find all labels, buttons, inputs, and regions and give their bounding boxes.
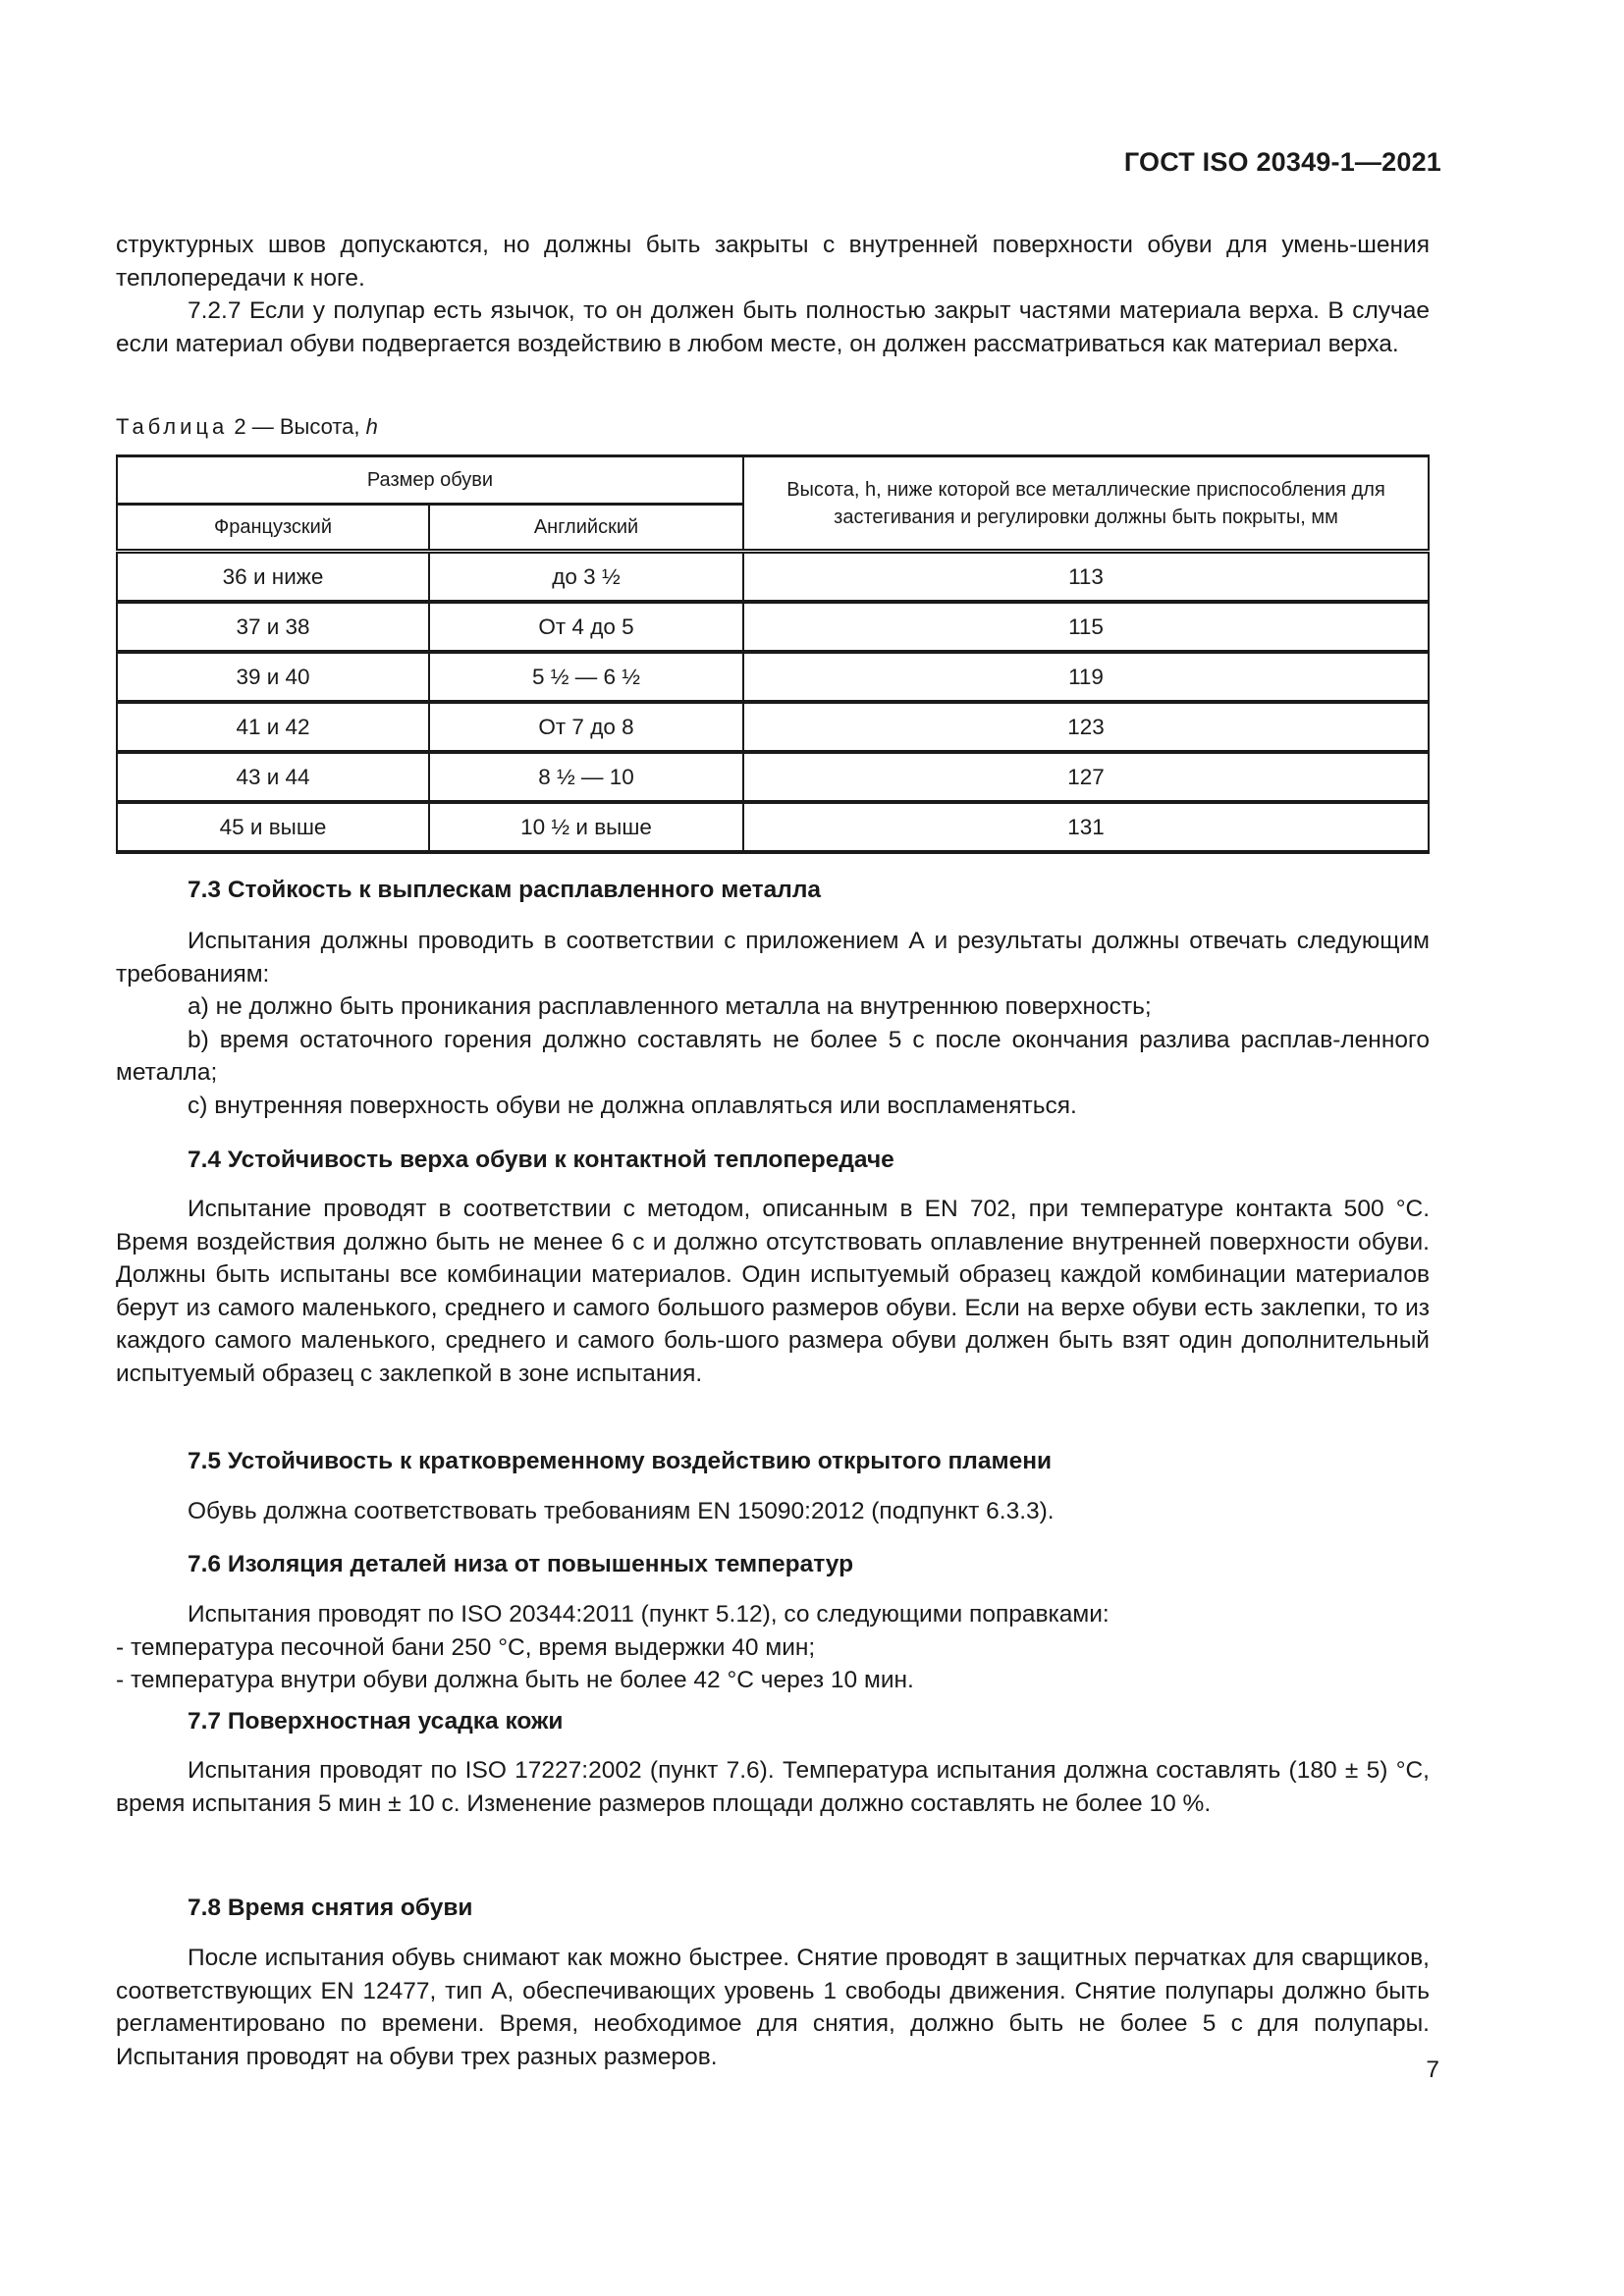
section-7-6-heading: 7.6 Изоляция деталей низа от повышенных температур [188,1551,854,1577]
header-height [743,456,1429,552]
cell-english: 8 ½ — 10 [429,752,743,802]
table-row [117,752,1429,802]
section-7-8-heading: 7.8 Время снятия обуви [188,1895,473,1921]
section-7-8-body [116,1942,1430,2073]
document-id-header: ГОСТ ISO 20349-1—2021 [1123,147,1441,177]
cell-french: 36 и ниже [117,552,429,603]
section-7-4-body [116,1193,1430,1390]
section-7-3-intro: Испытания должны проводить в соответствии с приложением А и результаты должны отвечать следующим требованиям: [116,928,1430,988]
page-number: 7 [1426,2056,1439,2083]
cell-height: 123 [743,702,1429,752]
paragraph-continuation: структурных швов допускаются, но должны быть закрыты с внутренней поверхности обуви для умень-шения теплопередачи к ноге. [116,232,1430,292]
section-7-4-paragraph: Испытание проводят в соответствии с методом, описанным в EN 702, при температуре контакта 500 °С. Время воздействия должно быть не менее 6 с и должно отсутствовать оплавление внутренней поверхности обуви. Должны быть испытаны все комбинации материалов. Один испытуемый образец каждой комбинации материалов берут из самого маленького, среднего и самого большого размеров обуви. Если на верхе обуви есть заклепки, то из каждого самого маленького, среднего и самого боль-шого размера обуви должен быть взят один дополнительный испытуемый образец с заклепкой в зоне испытания. [116,1196,1430,1387]
table-caption [116,414,378,440]
section-7-7-paragraph: Испытания проводят по ISO 17227:2002 (пункт 7.6). Температура испытания должна составлять (180 ± 5) °С, время испытания 5 мин ± 10 с. Изменение размеров площади должно составлять не более 10 %. [116,1757,1430,1817]
table-row [117,702,1429,752]
header-height-text: Высота, h, ниже которой все металлические приспособления для застегивания и регулировки должны быть покрыты, мм [786,478,1385,528]
header-shoe-size: Размер обуви [117,456,743,505]
section-7-3-heading: 7.3 Стойкость к выплескам расплавленного металла [188,877,822,903]
section-7-4-heading: 7.4 Устойчивость верха обуви к контактной теплопередаче [188,1147,894,1173]
paragraph-7-2-7: 7.2.7 Если у полупар есть язычок, то он должен быть полностью закрыт частями материала верха. В случае если материал обуви подвергается воздействию в любом месте, он должен рассматриваться как материал верха. [116,297,1430,357]
section-7-7-heading: 7.7 Поверхностная усадка кожи [188,1708,564,1735]
cell-french: 39 и 40 [117,652,429,702]
section-7-8-paragraph: После испытания обувь снимают как можно быстрее. Снятие проводят в защитных перчатках для сварщиков, соответствующих EN 12477, тип А, обеспечивающих уровень 1 свободы движения. Снятие полупары должно быть регламентировано по времени. Время, необходимое для снятия, должно быть не более 5 с для полупары. Испытания проводят на обуви трех разных размеров. [116,1945,1430,2070]
intro-text [116,229,1430,360]
header-english: Английский [429,505,743,552]
table-row [117,802,1429,852]
section-7-5-paragraph: Обувь должна соответствовать требованиям EN 15090:2012 (подпункт 6.3.3). [188,1498,1055,1524]
cell-english: От 7 до 8 [429,702,743,752]
cell-height: 113 [743,552,1429,603]
list-item-c: c) внутренняя поверхность обуви не должна оплавляться или воспламеняться. [188,1092,1077,1119]
header-french: Французский [117,505,429,552]
table-2-height [116,454,1430,854]
table-row [117,552,1429,603]
cell-height: 119 [743,652,1429,702]
section-7-6-body [116,1598,1430,1697]
list-item-inside-temp: - температура внутри обуви должна быть не более 42 °С через 10 мин. [116,1667,914,1693]
table-row [117,652,1429,702]
cell-height: 115 [743,602,1429,652]
section-7-7-body [116,1754,1430,1820]
section-7-5-body [116,1495,1430,1528]
cell-height: 131 [743,802,1429,852]
cell-french: 37 и 38 [117,602,429,652]
section-7-3-body [116,925,1430,1122]
cell-english: 10 ½ и выше [429,802,743,852]
table-caption-prefix: Таблица [116,414,229,439]
cell-french: 45 и выше [117,802,429,852]
cell-english: до 3 ½ [429,552,743,603]
cell-height: 127 [743,752,1429,802]
table-row [117,602,1429,652]
cell-french: 41 и 42 [117,702,429,752]
cell-french: 43 и 44 [117,752,429,802]
table-caption-number: 2 — Высота, [234,414,366,439]
section-7-5-heading: 7.5 Устойчивость к кратковременному воздействию открытого пламени [188,1448,1053,1474]
cell-english: 5 ½ — 6 ½ [429,652,743,702]
section-7-6-paragraph: Испытания проводят по ISO 20344:2011 (пункт 5.12), со следующими поправками: [188,1601,1110,1628]
table-caption-variable: h [365,414,378,439]
list-item-a: a) не должно быть проникания расплавленного металла на внутреннюю поверхность; [188,993,1152,1020]
list-item-sand-bath: - температура песочной бани 250 °С, время выдержки 40 мин; [116,1633,816,1661]
list-item-b: b) время остаточного горения должно составлять не более 5 с после окончания разлива расплав-ленного металла; [116,1026,1430,1086]
cell-english: От 4 до 5 [429,602,743,652]
